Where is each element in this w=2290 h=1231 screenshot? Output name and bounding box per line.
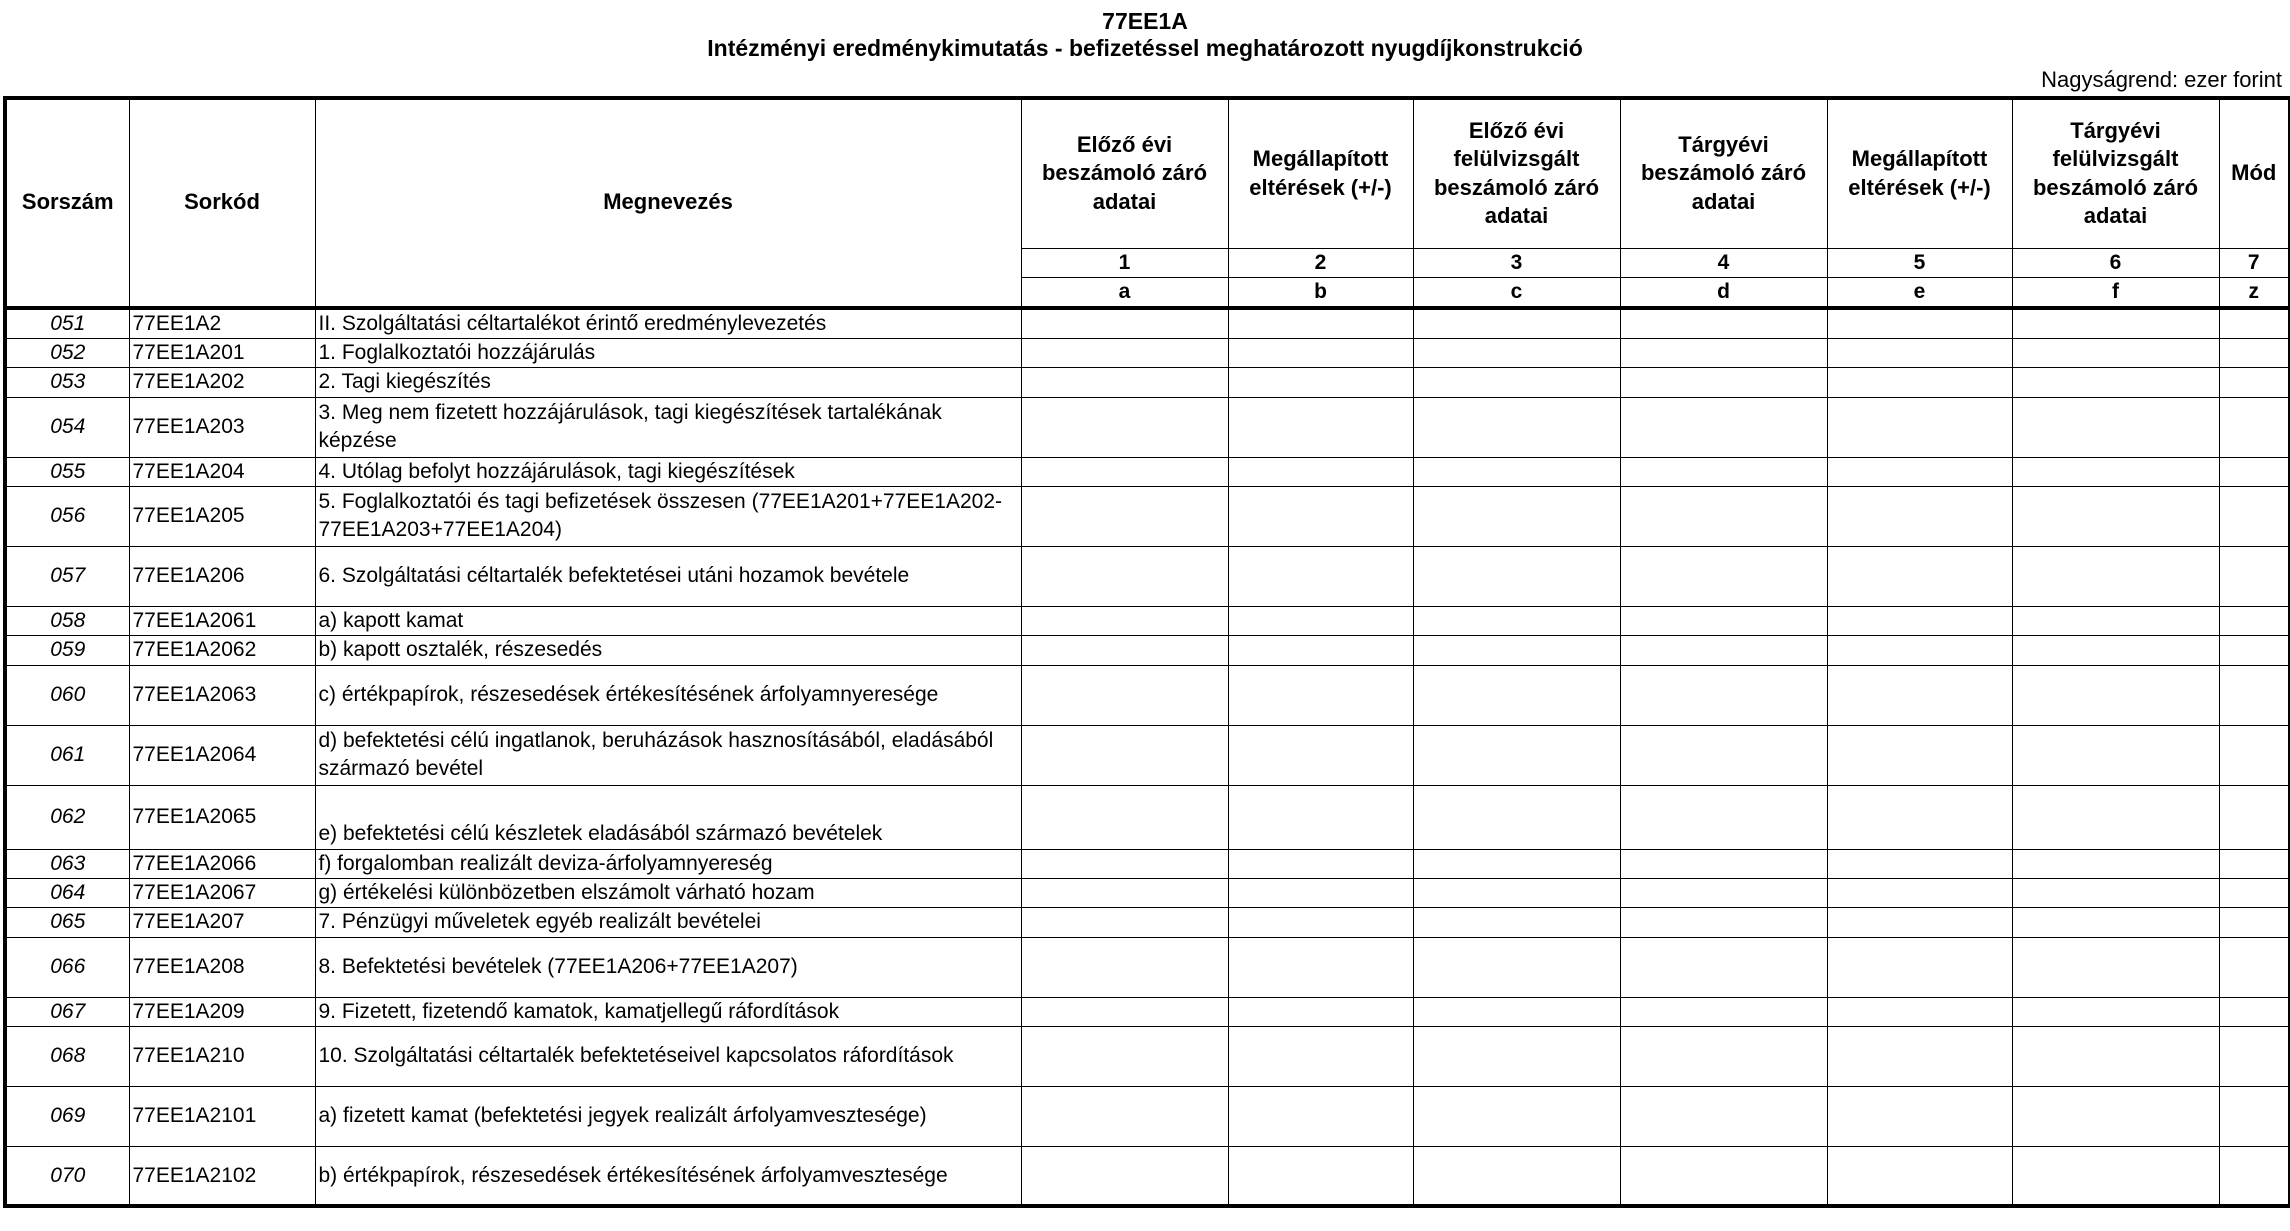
value-cell-col-7[interactable] (2219, 1146, 2290, 1206)
table-row (5, 368, 2290, 397)
table-row (5, 937, 2290, 997)
col-letter: z (2219, 277, 2290, 308)
value-cell-col-2[interactable] (1228, 665, 1413, 725)
value-cell-col-3[interactable] (1413, 997, 1620, 1026)
value-cell-col-5[interactable] (1827, 908, 2012, 937)
row-code: 77EE1A2102 (129, 1146, 315, 1206)
row-code: 77EE1A2063 (129, 665, 315, 725)
row-number: 065 (5, 908, 129, 937)
table-row (5, 457, 2290, 486)
value-cell-col-1[interactable] (1021, 725, 1228, 785)
row-description: 6. Szolgáltatási céltartalék befektetései utáni hozamok bevétele (315, 546, 1021, 606)
value-cell-col-6[interactable] (2012, 997, 2219, 1026)
value-cell-col-6[interactable] (2012, 878, 2219, 907)
col-number: 7 (2219, 248, 2290, 277)
row-description: g) értékelési különbözetben elszámolt várható hozam (315, 878, 1021, 907)
value-cell-col-6[interactable] (2012, 338, 2219, 367)
value-cell-col-6[interactable] (2012, 457, 2219, 486)
value-cell-col-7[interactable] (2219, 338, 2290, 367)
row-number: 051 (5, 308, 129, 339)
table-row (5, 338, 2290, 367)
value-cell-col-4[interactable] (1620, 368, 1827, 397)
table-row (5, 997, 2290, 1026)
value-cell-col-6[interactable] (2012, 1026, 2219, 1086)
row-description: f) forgalomban realizált deviza-árfolyamnyereség (315, 849, 1021, 878)
form-code-title: 77EE1A (1102, 8, 1188, 34)
row-description: 7. Pénzügyi műveletek egyéb realizált bevételei (315, 908, 1021, 937)
value-cell-col-3[interactable] (1413, 546, 1620, 606)
value-cell-col-3[interactable] (1413, 397, 1620, 457)
value-cell-col-4[interactable] (1620, 937, 1827, 997)
value-cell-col-6[interactable] (2012, 1086, 2219, 1146)
value-cell-col-5[interactable] (1827, 338, 2012, 367)
row-number: 056 (5, 486, 129, 546)
row-code: 77EE1A2062 (129, 636, 315, 665)
header-col-mod: Mód (2219, 98, 2290, 248)
value-cell-col-7[interactable] (2219, 308, 2290, 339)
value-cell-col-7[interactable] (2219, 785, 2290, 849)
form-title: Intézményi eredménykimutatás - befizetéssel meghatározott nyugdíjkonstrukció (707, 35, 1583, 61)
row-code: 77EE1A205 (129, 486, 315, 546)
table-row (5, 486, 2290, 546)
row-number: 067 (5, 997, 129, 1026)
value-cell-col-2[interactable] (1228, 725, 1413, 785)
value-cell-col-7[interactable] (2219, 1026, 2290, 1086)
value-cell-col-1[interactable] (1021, 457, 1228, 486)
row-number: 069 (5, 1086, 129, 1146)
table-header (5, 98, 2290, 308)
row-code: 77EE1A2065 (129, 785, 315, 849)
value-cell-col-3[interactable] (1413, 665, 1620, 725)
row-number: 055 (5, 457, 129, 486)
value-cell-col-4[interactable] (1620, 849, 1827, 878)
col-number: 1 (1021, 248, 1228, 277)
value-cell-col-3[interactable] (1413, 785, 1620, 849)
row-description: b) értékpapírok, részesedések értékesítésének árfolyamvesztesége (315, 1146, 1021, 1206)
table-row (5, 849, 2290, 878)
value-cell-col-2[interactable] (1228, 937, 1413, 997)
value-cell-col-7[interactable] (2219, 997, 2290, 1026)
row-code: 77EE1A2061 (129, 606, 315, 635)
value-cell-col-2[interactable] (1228, 1026, 1413, 1086)
value-cell-col-7[interactable] (2219, 397, 2290, 457)
value-cell-col-7[interactable] (2219, 486, 2290, 546)
row-code: 77EE1A2066 (129, 849, 315, 878)
value-cell-col-3[interactable] (1413, 308, 1620, 339)
table-row (5, 1146, 2290, 1206)
value-cell-col-4[interactable] (1620, 397, 1827, 457)
value-cell-col-4[interactable] (1620, 725, 1827, 785)
row-code: 77EE1A201 (129, 338, 315, 367)
value-cell-col-7[interactable] (2219, 849, 2290, 878)
value-cell-col-5[interactable] (1827, 606, 2012, 635)
value-cell-col-1[interactable] (1021, 397, 1228, 457)
value-cell-col-6[interactable] (2012, 849, 2219, 878)
value-cell-col-6[interactable] (2012, 486, 2219, 546)
header-col-2: Megállapított eltérések (+/-) (1228, 98, 1413, 248)
value-cell-col-2[interactable] (1228, 368, 1413, 397)
row-number: 066 (5, 937, 129, 997)
value-cell-col-2[interactable] (1228, 606, 1413, 635)
value-cell-col-4[interactable] (1620, 308, 1827, 339)
value-cell-col-2[interactable] (1228, 878, 1413, 907)
value-cell-col-3[interactable] (1413, 606, 1620, 635)
row-description: 8. Befektetési bevételek (77EE1A206+77EE1A207) (315, 937, 1021, 997)
value-cell-col-5[interactable] (1827, 1026, 2012, 1086)
value-cell-col-4[interactable] (1620, 486, 1827, 546)
value-cell-col-7[interactable] (2219, 606, 2290, 635)
value-cell-col-4[interactable] (1620, 606, 1827, 635)
row-code: 77EE1A206 (129, 546, 315, 606)
row-description: b) kapott osztalék, részesedés (315, 636, 1021, 665)
unit-note: Nagyságrend: ezer forint (2041, 67, 2282, 92)
table-row (5, 397, 2290, 457)
table-row (5, 908, 2290, 937)
value-cell-col-1[interactable] (1021, 606, 1228, 635)
row-description: e) befektetési célú készletek eladásából származó bevételek (315, 785, 1021, 849)
value-cell-col-5[interactable] (1827, 636, 2012, 665)
row-number: 062 (5, 785, 129, 849)
value-cell-col-5[interactable] (1827, 457, 2012, 486)
row-description: II. Szolgáltatási céltartalékot érintő eredménylevezetés (315, 308, 1021, 339)
value-cell-col-5[interactable] (1827, 849, 2012, 878)
row-code: 77EE1A204 (129, 457, 315, 486)
value-cell-col-4[interactable] (1620, 457, 1827, 486)
value-cell-col-1[interactable] (1021, 308, 1228, 339)
table-row (5, 878, 2290, 907)
value-cell-col-3[interactable] (1413, 486, 1620, 546)
value-cell-col-6[interactable] (2012, 725, 2219, 785)
value-cell-col-6[interactable] (2012, 785, 2219, 849)
row-number: 068 (5, 1026, 129, 1086)
value-cell-col-1[interactable] (1021, 1146, 1228, 1206)
value-cell-col-2[interactable] (1228, 1086, 1413, 1146)
value-cell-col-5[interactable] (1827, 397, 2012, 457)
table-row (5, 308, 2290, 339)
row-number: 061 (5, 725, 129, 785)
table-row (5, 785, 2290, 849)
value-cell-col-3[interactable] (1413, 368, 1620, 397)
row-description: a) fizetett kamat (befektetési jegyek realizált árfolyamvesztesége) (315, 1086, 1021, 1146)
value-cell-col-1[interactable] (1021, 368, 1228, 397)
row-code: 77EE1A203 (129, 397, 315, 457)
header-col-5: Megállapított eltérések (+/-) (1827, 98, 2012, 248)
row-description: c) értékpapírok, részesedések értékesítésének árfolyamnyeresége (315, 665, 1021, 725)
value-cell-col-7[interactable] (2219, 368, 2290, 397)
row-number: 058 (5, 606, 129, 635)
row-number: 059 (5, 636, 129, 665)
row-description: 5. Foglalkoztatói és tagi befizetések összesen (77EE1A201+77EE1A202-77EE1A203+77EE1A204) (315, 486, 1021, 546)
value-cell-col-1[interactable] (1021, 878, 1228, 907)
value-cell-col-7[interactable] (2219, 457, 2290, 486)
value-cell-col-5[interactable] (1827, 486, 2012, 546)
value-cell-col-3[interactable] (1413, 725, 1620, 785)
value-cell-col-1[interactable] (1021, 785, 1228, 849)
value-cell-col-1[interactable] (1021, 997, 1228, 1026)
table-row (5, 546, 2290, 606)
value-cell-col-4[interactable] (1620, 546, 1827, 606)
value-cell-col-5[interactable] (1827, 546, 2012, 606)
col-letter: f (2012, 277, 2219, 308)
table-row (5, 665, 2290, 725)
value-cell-col-5[interactable] (1827, 937, 2012, 997)
col-number: 3 (1413, 248, 1620, 277)
value-cell-col-1[interactable] (1021, 665, 1228, 725)
value-cell-col-4[interactable] (1620, 665, 1827, 725)
row-code: 77EE1A2067 (129, 878, 315, 907)
row-description: 3. Meg nem fizetett hozzájárulások, tagi kiegészítések tartalékának képzése (315, 397, 1021, 457)
value-cell-col-5[interactable] (1827, 878, 2012, 907)
value-cell-col-5[interactable] (1827, 1086, 2012, 1146)
value-cell-col-1[interactable] (1021, 849, 1228, 878)
row-description: 4. Utólag befolyt hozzájárulások, tagi kiegészítések (315, 457, 1021, 486)
col-letter: c (1413, 277, 1620, 308)
value-cell-col-3[interactable] (1413, 338, 1620, 367)
col-number: 5 (1827, 248, 2012, 277)
value-cell-col-2[interactable] (1228, 308, 1413, 339)
value-cell-col-1[interactable] (1021, 338, 1228, 367)
value-cell-col-2[interactable] (1228, 636, 1413, 665)
value-cell-col-2[interactable] (1228, 397, 1413, 457)
value-cell-col-7[interactable] (2219, 1086, 2290, 1146)
value-cell-col-1[interactable] (1021, 546, 1228, 606)
value-cell-col-7[interactable] (2219, 725, 2290, 785)
value-cell-col-1[interactable] (1021, 908, 1228, 937)
value-cell-col-5[interactable] (1827, 1146, 2012, 1206)
row-code: 77EE1A202 (129, 368, 315, 397)
value-cell-col-5[interactable] (1827, 368, 2012, 397)
value-cell-col-3[interactable] (1413, 849, 1620, 878)
value-cell-col-2[interactable] (1228, 785, 1413, 849)
value-cell-col-4[interactable] (1620, 785, 1827, 849)
row-code: 77EE1A2 (129, 308, 315, 339)
row-code: 77EE1A2101 (129, 1086, 315, 1146)
table-row (5, 636, 2290, 665)
value-cell-col-1[interactable] (1021, 1026, 1228, 1086)
value-cell-col-4[interactable] (1620, 1146, 1827, 1206)
value-cell-col-5[interactable] (1827, 725, 2012, 785)
value-cell-col-2[interactable] (1228, 457, 1413, 486)
row-description: a) kapott kamat (315, 606, 1021, 635)
value-cell-col-7[interactable] (2219, 937, 2290, 997)
table-row (5, 725, 2290, 785)
row-number: 063 (5, 849, 129, 878)
value-cell-col-3[interactable] (1413, 457, 1620, 486)
row-number: 060 (5, 665, 129, 725)
header-sorszam: Sorszám (5, 98, 129, 308)
header-megnevezes: Megnevezés (315, 98, 1021, 308)
value-cell-col-3[interactable] (1413, 1146, 1620, 1206)
table-row (5, 1086, 2290, 1146)
value-cell-col-6[interactable] (2012, 908, 2219, 937)
value-cell-col-6[interactable] (2012, 606, 2219, 635)
value-cell-col-6[interactable] (2012, 1146, 2219, 1206)
value-cell-col-6[interactable] (2012, 546, 2219, 606)
row-code: 77EE1A208 (129, 937, 315, 997)
value-cell-col-3[interactable] (1413, 878, 1620, 907)
col-letter: b (1228, 277, 1413, 308)
value-cell-col-4[interactable] (1620, 636, 1827, 665)
value-cell-col-6[interactable] (2012, 636, 2219, 665)
value-cell-col-7[interactable] (2219, 636, 2290, 665)
value-cell-col-7[interactable] (2219, 908, 2290, 937)
value-cell-col-3[interactable] (1413, 1086, 1620, 1146)
value-cell-col-6[interactable] (2012, 397, 2219, 457)
row-number: 053 (5, 368, 129, 397)
value-cell-col-2[interactable] (1228, 338, 1413, 367)
value-cell-col-1[interactable] (1021, 636, 1228, 665)
row-code: 77EE1A209 (129, 997, 315, 1026)
value-cell-col-5[interactable] (1827, 308, 2012, 339)
header-col-3: Előző évi felülvizsgált beszámoló záró adatai (1413, 98, 1620, 248)
value-cell-col-3[interactable] (1413, 937, 1620, 997)
value-cell-col-2[interactable] (1228, 1146, 1413, 1206)
value-cell-col-7[interactable] (2219, 546, 2290, 606)
value-cell-col-3[interactable] (1413, 1026, 1620, 1086)
value-cell-col-4[interactable] (1620, 908, 1827, 937)
header-col-1: Előző évi beszámoló záró adatai (1021, 98, 1228, 248)
value-cell-col-4[interactable] (1620, 878, 1827, 907)
value-cell-col-5[interactable] (1827, 997, 2012, 1026)
value-cell-col-2[interactable] (1228, 908, 1413, 937)
row-code: 77EE1A2064 (129, 725, 315, 785)
row-number: 070 (5, 1146, 129, 1206)
value-cell-col-4[interactable] (1620, 338, 1827, 367)
row-code: 77EE1A210 (129, 1026, 315, 1086)
header-col-6: Tárgyévi felülvizsgált beszámoló záró adatai (2012, 98, 2219, 248)
value-cell-col-1[interactable] (1021, 486, 1228, 546)
col-number: 4 (1620, 248, 1827, 277)
row-number: 054 (5, 397, 129, 457)
row-description: 9. Fizetett, fizetendő kamatok, kamatjellegű ráfordítások (315, 997, 1021, 1026)
value-cell-col-7[interactable] (2219, 878, 2290, 907)
row-description: 2. Tagi kiegészítés (315, 368, 1021, 397)
row-description: 10. Szolgáltatási céltartalék befektetéseivel kapcsolatos ráfordítások (315, 1026, 1021, 1086)
row-number: 057 (5, 546, 129, 606)
value-cell-col-7[interactable] (2219, 665, 2290, 725)
header-col-4: Tárgyévi beszámoló záró adatai (1620, 98, 1827, 248)
header-sorkod: Sorkód (129, 98, 315, 308)
value-cell-col-1[interactable] (1021, 937, 1228, 997)
table-row (5, 606, 2290, 635)
value-cell-col-6[interactable] (2012, 665, 2219, 725)
value-cell-col-6[interactable] (2012, 368, 2219, 397)
value-cell-col-3[interactable] (1413, 636, 1620, 665)
value-cell-col-2[interactable] (1228, 849, 1413, 878)
value-cell-col-3[interactable] (1413, 908, 1620, 937)
table-body (5, 308, 2290, 1207)
value-cell-col-6[interactable] (2012, 308, 2219, 339)
row-description: 1. Foglalkoztatói hozzájárulás (315, 338, 1021, 367)
income-statement-table (3, 96, 2290, 1208)
value-cell-col-2[interactable] (1228, 997, 1413, 1026)
value-cell-col-2[interactable] (1228, 546, 1413, 606)
value-cell-col-4[interactable] (1620, 1086, 1827, 1146)
row-description: d) befektetési célú ingatlanok, beruházások hasznosításából, eladásából származó bevétel (315, 725, 1021, 785)
value-cell-col-1[interactable] (1021, 1086, 1228, 1146)
row-number: 064 (5, 878, 129, 907)
col-number: 2 (1228, 248, 1413, 277)
row-number: 052 (5, 338, 129, 367)
value-cell-col-5[interactable] (1827, 665, 2012, 725)
col-letter: d (1620, 277, 1827, 308)
col-letter: a (1021, 277, 1228, 308)
col-number: 6 (2012, 248, 2219, 277)
value-cell-col-6[interactable] (2012, 937, 2219, 997)
value-cell-col-5[interactable] (1827, 785, 2012, 849)
table-row (5, 1026, 2290, 1086)
value-cell-col-4[interactable] (1620, 1026, 1827, 1086)
col-letter: e (1827, 277, 2012, 308)
value-cell-col-2[interactable] (1228, 486, 1413, 546)
value-cell-col-4[interactable] (1620, 997, 1827, 1026)
row-code: 77EE1A207 (129, 908, 315, 937)
